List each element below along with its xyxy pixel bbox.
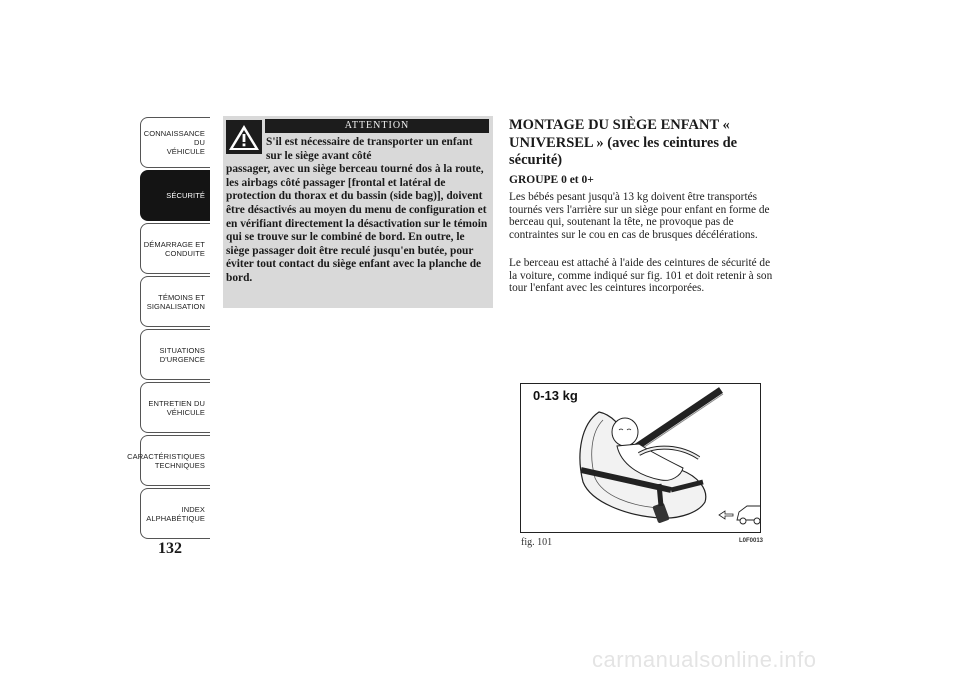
watermark: carmanualsonline.info xyxy=(592,647,817,672)
nav-tab-situations[interactable] xyxy=(140,329,210,380)
nav-tab-label: CARACTÉRISTIQUES TECHNIQUES xyxy=(127,451,205,470)
warning-heading: ATTENTION xyxy=(265,119,489,133)
nav-tab-connaissance[interactable] xyxy=(140,117,210,168)
paragraph-2: Le berceau est attaché à l'aide des ceintures de sécurité de la voiture, comme indiqué sur fig. 101 et doit retenir à son tour l'enfant avec les ceintures incorporées. xyxy=(509,257,773,295)
nav-tab-label: SITUATIONS D'URGENCE xyxy=(159,345,205,364)
warning-first-line: S'il est nécessaire de transporter un enfant sur le siège avant côté xyxy=(266,136,473,162)
nav-tab-label: TÉMOINS ET SIGNALISATION xyxy=(146,292,205,311)
warning-text xyxy=(226,136,489,286)
nav-tab-demarrage[interactable] xyxy=(140,223,210,274)
nav-tab-caracteristiques[interactable] xyxy=(127,435,210,486)
figure-101 xyxy=(520,383,761,533)
group-title: GROUPE 0 et 0+ xyxy=(509,174,594,186)
paragraph-1: Les bébés pesant jusqu'à 13 kg doivent être transportés tournés vers l'arrière sur un siège pour enfant en forme de berceau qui, soutenant la tête, ne provoque pas de contraintes sur le cou en cas de brusques décélérations. xyxy=(509,191,770,241)
nav-tab-label: INDEX ALPHABÉTIQUE xyxy=(146,504,205,523)
nav-tab-label: ENTRETIEN DU VÉHICULE xyxy=(148,398,205,417)
nav-tab-index[interactable] xyxy=(140,488,210,539)
warning-body: passager, avec un siège berceau tourné dos à la route, les airbags côté passager [frontal et latéral de protection du thorax et du bassin (side bag)], doivent être désactivés au moyen du menu de configuration et en vérifiant directement la désactivation sur le témoin qui se trouve sur le combiné de bord. En outre, le siège passager doit être reculé jusqu'en butée, pour éviter tout contact du siège enfant avec la planche de bord. xyxy=(226,163,488,284)
nav-tab-label: SÉCURITÉ xyxy=(166,191,205,200)
section-title: MONTAGE DU SIÈGE ENFANT « UNIVERSEL » (avec les ceintures de sécurité) xyxy=(509,117,738,168)
nav-tab-entretien[interactable] xyxy=(140,382,210,433)
nav-tab-label: DÉMARRAGE ET CONDUITE xyxy=(143,239,205,258)
figure-weight-label: 0-13 kg xyxy=(533,388,578,403)
warning-box xyxy=(223,116,493,308)
nav-tab-securite[interactable] xyxy=(140,170,210,221)
figure-code: L0F0013 xyxy=(739,538,764,544)
nav-tab-temoins[interactable] xyxy=(140,276,210,327)
nav-tab-label: CONNAISSANCE DU VÉHICULE xyxy=(143,129,205,156)
figure-caption: fig. 101 xyxy=(521,537,553,548)
child-seat-illustration xyxy=(521,384,761,533)
page-number: 132 xyxy=(158,540,182,557)
